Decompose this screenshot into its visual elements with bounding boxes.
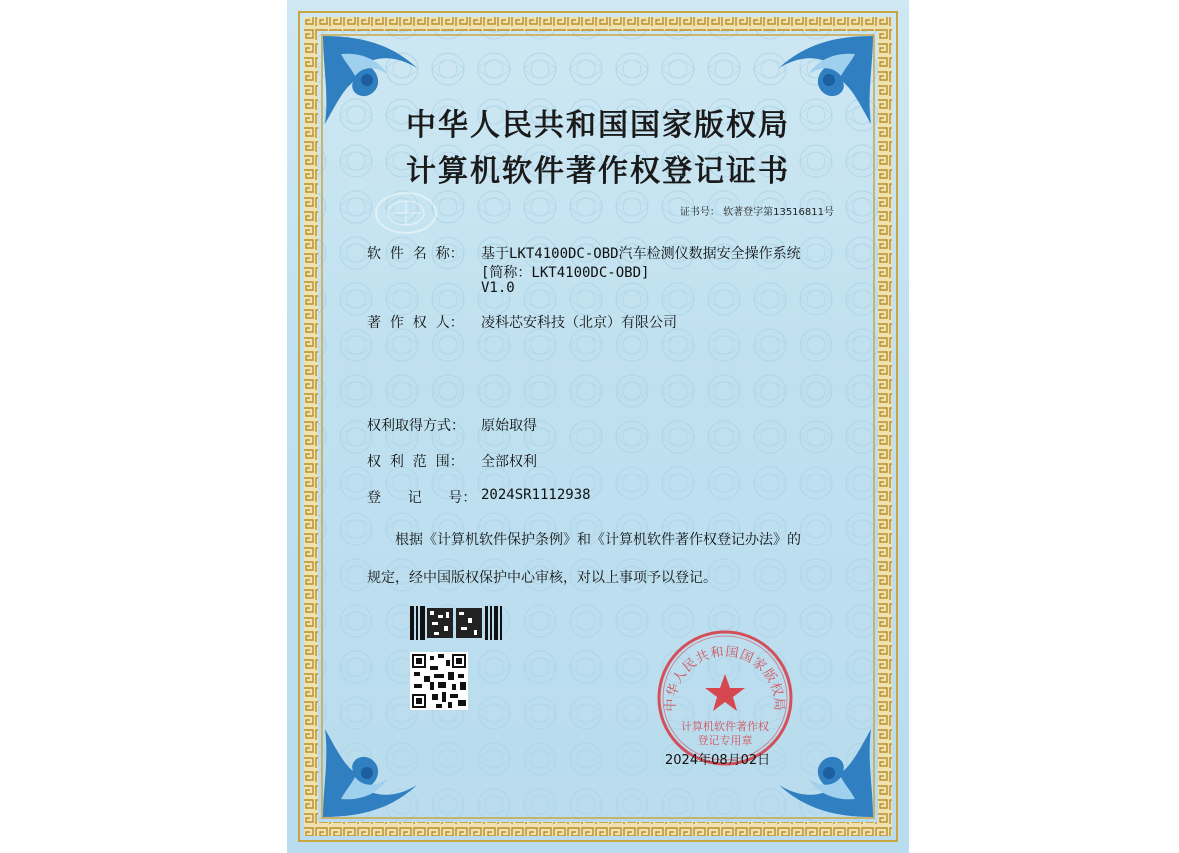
acquisition-method-value: 原始取得 — [481, 418, 537, 434]
copyright-owner-value: 凌科芯安科技（北京）有限公司 — [481, 315, 677, 331]
software-short-name-value: [简称：LKT4100DC-OBD] — [481, 265, 650, 281]
statement-line-2: 规定，经中国版权保护中心审核，对以上事项予以登记。 — [367, 570, 717, 586]
issue-date: 2024年08月02日 — [665, 753, 771, 768]
rights-scope-value: 全部权利 — [481, 454, 537, 470]
qr-code-icon — [410, 652, 468, 710]
registration-number-label: 登 记 号： — [367, 490, 477, 506]
certificate-number: 证书号： 软著登字第13516811号 — [679, 207, 834, 218]
copyright-owner-label: 著 作 权 人： — [367, 315, 464, 331]
watermark-emblem-icon — [371, 188, 441, 238]
corner-ornament-bottom-left — [321, 723, 439, 819]
issuer-title: 中华人民共和国国家版权局 — [406, 108, 790, 143]
software-version-value: V1.0 — [481, 280, 515, 296]
seal-outer-text: 中华人民共和国国家版权局 — [663, 644, 787, 712]
registration-number-value: 2024SR1112938 — [481, 487, 591, 503]
rights-scope-label: 权 利 范 围： — [367, 454, 464, 470]
software-name-value: 基于LKT4100DC-OBD汽车检测仪数据安全操作系统 — [481, 246, 801, 262]
statement-line-1: 根据《计算机软件保护条例》和《计算机软件著作权登记办法》的 — [395, 532, 801, 548]
seal-inner-line-2: 登记专用章 — [697, 734, 753, 747]
software-name-label: 软 件 名 称： — [367, 246, 464, 262]
certificate-title: 计算机软件著作权登记证书 — [406, 154, 790, 189]
acquisition-method-label: 权利取得方式： — [367, 418, 465, 434]
seal-inner-line-1: 计算机软件著作权 — [681, 720, 769, 733]
certificate-paper — [287, 0, 909, 853]
barcode-icon — [410, 606, 502, 640]
